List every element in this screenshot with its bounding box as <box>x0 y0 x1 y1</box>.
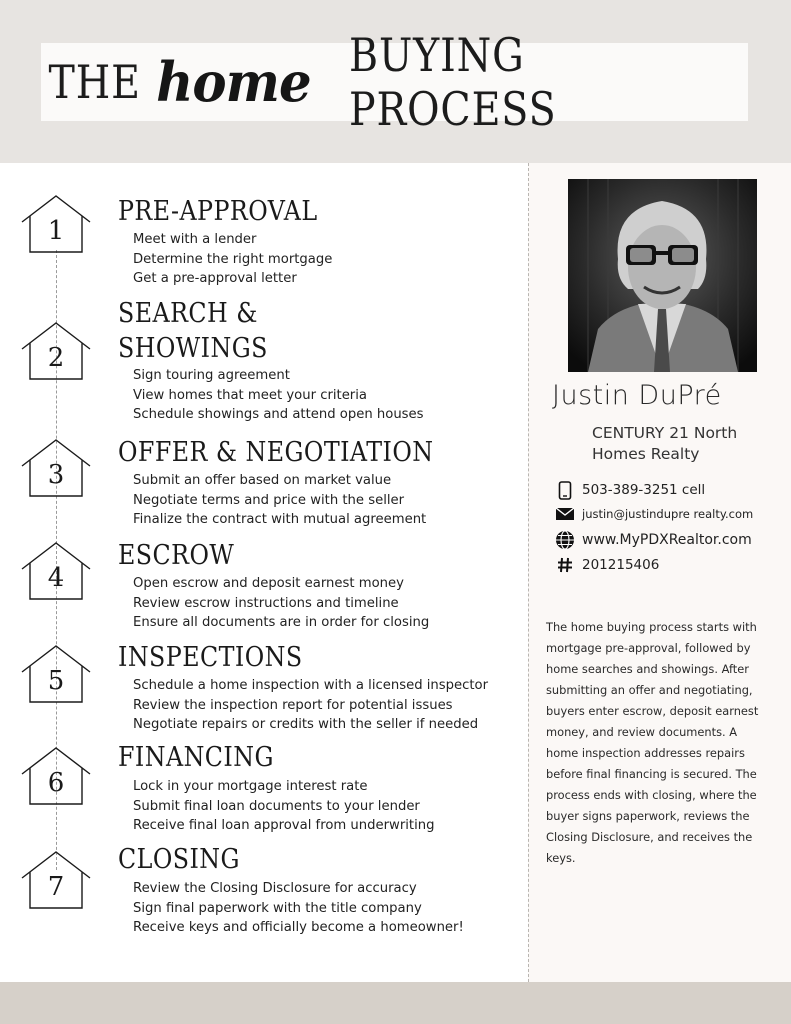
envelope-icon <box>554 504 576 524</box>
phone-icon <box>554 480 576 500</box>
step-items <box>133 676 488 735</box>
title-script-word: home <box>156 50 312 114</box>
email-address[interactable]: justin@justindupre realty.com <box>582 507 754 521</box>
house-outline-icon <box>20 321 92 381</box>
list-item: Determine the right mortgage <box>133 251 333 267</box>
step-number: 2 <box>47 343 65 373</box>
list-item: Review the inspection report for potential issues <box>133 697 453 713</box>
step-title-line2: SHOWINGS <box>118 333 268 364</box>
website-link[interactable]: www.MyPDXRealtor.com <box>582 532 752 548</box>
list-item: View homes that meet your criteria <box>133 387 367 403</box>
license-number: 201215406 <box>582 557 660 573</box>
process-summary: The home buying process starts with mortgage pre-approval, followed by home searches and showings. After submitting an offer and negotiating, buyers enter escrow, deposit earnest money, and review documents. A home inspection addresses repairs before final financing is secured. The process ends with closing, where the buyer signs paperwork, reviews the Closing Disclosure, and receives the keys. <box>546 620 759 865</box>
list-item: Sign touring agreement <box>133 368 290 383</box>
list-item: Negotiate terms and price with the seller <box>133 492 405 508</box>
agent-company <box>592 423 737 465</box>
agent-name: Justin DuPré <box>552 380 722 411</box>
step-items <box>133 366 424 425</box>
list-item: Review the Closing Disclosure for accuracy <box>133 881 417 896</box>
agent-photo <box>568 179 757 372</box>
house-outline-icon <box>20 644 92 704</box>
contact-license <box>554 555 784 575</box>
house-outline-icon <box>20 541 92 601</box>
title-box <box>41 28 748 136</box>
step-title: PRE-APPROVAL <box>118 196 318 227</box>
house-outline-icon <box>20 850 92 910</box>
house-outline-icon <box>20 194 92 254</box>
step-items <box>133 230 332 289</box>
company-line: Homes Realty <box>592 445 700 463</box>
list-item: Receive keys and officially become a homeowner! <box>133 920 464 935</box>
list-item: Lock in your mortgage interest rate <box>133 779 368 794</box>
house-outline-icon <box>20 746 92 806</box>
contact-email[interactable] <box>554 504 784 524</box>
list-item: Sign final paperwork with the title company <box>133 900 422 916</box>
step-number: 4 <box>47 563 65 593</box>
list-item: Submit final loan documents to your lender <box>133 798 420 814</box>
footer-band <box>0 982 791 1024</box>
step-items <box>133 879 464 938</box>
list-item: Receive final loan approval from underwriting <box>133 818 435 833</box>
list-item: Finalize the contract with mutual agreement <box>133 512 427 527</box>
step-items <box>133 777 435 836</box>
list-item: Get a pre-approval letter <box>133 271 297 286</box>
globe-icon <box>554 530 576 550</box>
house-outline-icon <box>20 438 92 498</box>
step-title: CLOSING <box>118 844 240 875</box>
title-suffix: BUYING PROCESS <box>349 28 557 136</box>
list-item: Review escrow instructions and timeline <box>133 595 399 611</box>
step-number: 6 <box>47 768 65 798</box>
list-item: Open escrow and deposit earnest money <box>133 576 404 591</box>
step-title: ESCROW <box>118 540 235 571</box>
company-line: CENTURY 21 North <box>592 424 738 442</box>
list-item: Ensure all documents are in order for closing <box>133 615 430 630</box>
contact-website[interactable] <box>554 530 784 550</box>
page-title <box>41 28 748 136</box>
step-title: SEARCH & <box>118 298 258 329</box>
step-number: 3 <box>47 460 65 490</box>
step-number: 1 <box>47 216 65 246</box>
list-item: Meet with a lender <box>133 232 257 247</box>
list-item: Schedule a home inspection with a licensed inspector <box>133 678 489 693</box>
list-item: Submit an offer based on market value <box>133 473 392 488</box>
contact-phone[interactable] <box>554 480 784 500</box>
step-title: FINANCING <box>118 742 274 773</box>
step-items <box>133 471 426 530</box>
step-title: OFFER & NEGOTIATION <box>118 437 434 468</box>
step-number: 5 <box>47 666 65 696</box>
list-item: Negotiate repairs or credits with the seller if needed <box>133 717 479 732</box>
hash-icon <box>554 555 576 575</box>
list-item: Schedule showings and attend open houses <box>133 407 424 422</box>
phone-number[interactable]: 503-389-3251 cell <box>582 482 706 498</box>
step-title: INSPECTIONS <box>118 642 303 673</box>
step-items <box>133 574 429 633</box>
step-number: 7 <box>47 872 65 902</box>
title-prefix: THE <box>48 55 141 109</box>
